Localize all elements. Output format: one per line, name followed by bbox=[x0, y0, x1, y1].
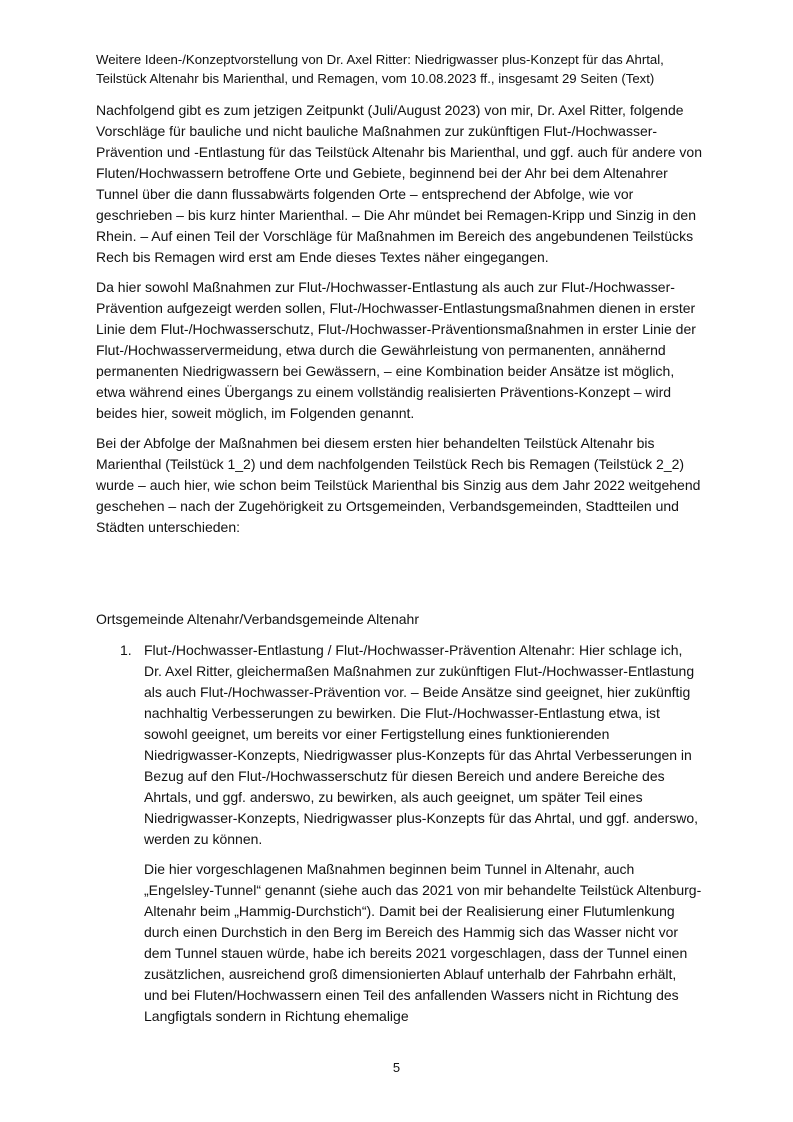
paragraph-2: Da hier sowohl Maßnahmen zur Flut-/Hochwasser-Entlastung als auch zur Flut-/Hochwasser-Prävention aufgezeigt werden sollen, Flut-/Hochwasser-Entlastungsmaßnahmen dienen in erster Linie dem Flut-/Hochwasserschutz, Flut-/Hochwasser-Präventionsmaßnahmen in erster Linie der Flut-/Hochwasservermeidung, etwa durch die Gewährleistung von permanenten, annähernd permanenten Niedrigwassern bei Gewässern, – eine Kombination beider Ansätze ist möglich, etwa während eines Übergangs zu einem vollständig realisierten Präventions-Konzept – wird beides hier, soweit möglich, im Folgenden genannt. bbox=[96, 279, 696, 421]
list-item-paragraph-2: Die hier vorgeschlagenen Maßnahmen beginnen beim Tunnel in Altenahr, auch „Engelsley-Tunnel“ genannt (siehe auch das 2021 von mir behandelte Teilstück Altenburg-Altenahr beim „Hammig-Durchstich“). Damit bei der Realisierung einer Flutumlenkung durch einen Durchstich in den Berg im Bereich des Hammig sich das Wasser nicht vor dem Tunnel stauen würde, habe ich bereits 2021 vorgeschlagen, dass der Tunnel einen zusätzlichen, ausreichend groß dimensionierten Ablauf unterhalb der Fahrbahn erhält, und bei Fluten/Hochwassern einen Teil des anfallenden Wassers nicht in Richtung des Langfigtals sondern in Richtung ehemalige bbox=[144, 861, 702, 1024]
list-item bbox=[96, 640, 702, 1027]
intro-text bbox=[96, 100, 702, 547]
section-heading: Ortsgemeinde Altenahr/Verbandsgemeinde Altenahr bbox=[96, 611, 419, 627]
list-item-number: 1. bbox=[120, 642, 132, 658]
paragraph-3: Bei der Abfolge der Maßnahmen bei diesem ersten hier behandelten Teilstück Altenahr bis Marienthal (Teilstück 1_2) und dem nachfolgenden Teilstück Rech bis Remagen (Teilstück 2_2) wurde – auch hier, wie schon beim Teilstück Marienthal bis Sinzig aus dem Jahr 2022 weitgehend geschehen – nach der Zugehörigkeit zu Ortsgemeinden, Verbandsgemeinden, Stadtteilen und Städten unterschieden: bbox=[96, 435, 701, 535]
header-line-1: Weitere Ideen-/Konzeptvorstellung von Dr. Axel Ritter: Niedrigwasser plus-Konzept für das Ahrtal, bbox=[96, 52, 664, 67]
paragraph-1: Nachfolgend gibt es zum jetzigen Zeitpunkt (Juli/August 2023) von mir, Dr. Axel Ritter, folgende Vorschläge für bauliche und nicht bauliche Maßnahmen zur zukünftigen Flut-/Hochwasser-Prävention und -Entlastung für das Teilstück Altenahr bis Marienthal, und ggf. auch für andere von Fluten/Hochwassern betroffene Orte und Gebiete, beginnend bei der Ahr bei dem Altenahrer Tunnel über die dann flussabwärts folgenden Orte – entsprechend der Abfolge, wie vor geschrieben – bis kurz hinter Marienthal. – Die Ahr mündet bei Remagen-Kripp und Sinzig in den Rhein. – Auf einen Teil der Vorschläge für Maßnahmen im Bereich des angebundenen Teilstücks Rech bis Remagen wird erst am Ende dieses Textes näher eingegangen. bbox=[96, 102, 702, 265]
list-item-paragraph-1: Flut-/Hochwasser-Entlastung / Flut-/Hochwasser-Prävention Altenahr: Hier schlage ich, Dr. Axel Ritter, gleichermaßen Maßnahmen zur zukünftigen Flut-/Hochwasser-Entlastung als auch Flut-/Hochwasser-Prävention vor. – Beide Ansätze sind geeignet, hier zukünftig nachhaltig Verbesserungen zu bewirken. Die Flut-/Hochwasser-Entlastung etwa, ist sowohl geeignet, um bereits vor einer Fertigstellung eines funktionierenden Niedrigwasser-Konzepts, Niedrigwasser plus-Konzepts für das Ahrtal Verbesserungen in Bezug auf den Flut-/Hochwasserschutz für diesen Bereich und andere Bereiche des Ahrtals, und ggf. anderswo, zu bewirken, als auch geeignet, um später Teil eines Niedrigwasser-Konzepts, Niedrigwasser plus-Konzepts für das Ahrtal, und ggf. anderswo, werden zu können. bbox=[144, 642, 699, 847]
page-number: 5 bbox=[392, 1060, 401, 1075]
numbered-list bbox=[96, 640, 702, 1036]
document-header bbox=[96, 50, 706, 88]
header-line-2: Teilstück Altenahr bis Marienthal, und Remagen, vom 10.08.2023 ff., insgesamt 29 Seiten (Text) bbox=[96, 71, 655, 86]
